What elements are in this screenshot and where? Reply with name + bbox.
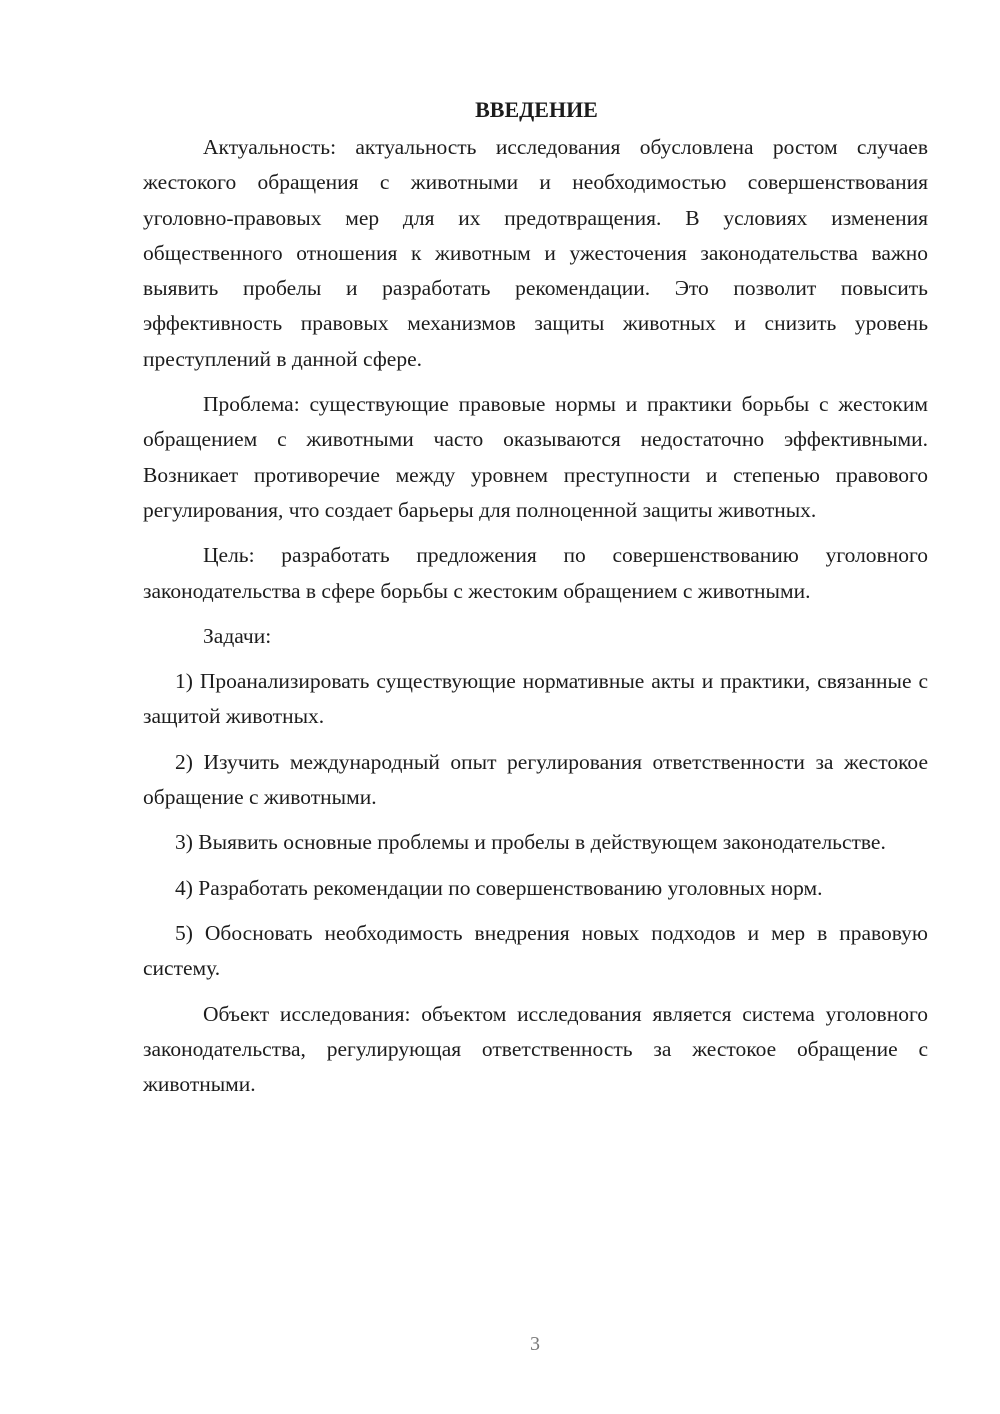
paragraph-goal: Цель: разработать предложения по совершенствованию уголовного законодательства в сфере борьбы с жестоким обращением с животными. [143,543,928,603]
document-page [143,92,928,1112]
tasks-heading: Задачи: [203,623,272,648]
task-item-5: 5) Обосновать необходимость внедрения новых подходов и мер в правовую систему. [143,920,928,981]
section-title: ВВЕДЕНИЕ [475,97,598,122]
task-item-4: 4) Разработать рекомендации по совершенствованию уголовных норм. [175,875,823,900]
paragraph-problem: Проблема: существующие правовые нормы и практики борьбы с жестоким обращением с животными часто оказываются недостаточно эффективными. Возникает противоречие между уровнем преступности и степенью правового регулирования, что создает барьеры для полноценной защиты животных. [143,392,928,522]
page-number: 3 [530,1333,540,1355]
paragraph-relevance: Актуальность: актуальность исследования обусловлена ростом случаев жестокого обращения с животными и необходимостью совершенствования уголовно-правовых мер для их предотвращения. В условиях изменения общественного отношения к животным и ужесточения законодательства важно выявить пробелы и разработать рекомендации. Это позволит повысить эффективность правовых механизмов защиты животных и снизить уровень преступлений в данной сфере. [143,135,928,371]
task-item-3: 3) Выявить основные проблемы и пробелы в действующем законодательстве. [175,830,886,855]
task-item-1: 1) Проанализировать существующие нормативные акты и практики, связанные с защитой животных. [143,669,928,729]
task-item-2: 2) Изучить международный опыт регулирования ответственности за жестокое обращение с животными. [143,749,928,810]
paragraph-object: Объект исследования: объектом исследования является система уголовного законодательства, регулирующая ответственность за жестокое обращение с животными. [143,1001,928,1097]
